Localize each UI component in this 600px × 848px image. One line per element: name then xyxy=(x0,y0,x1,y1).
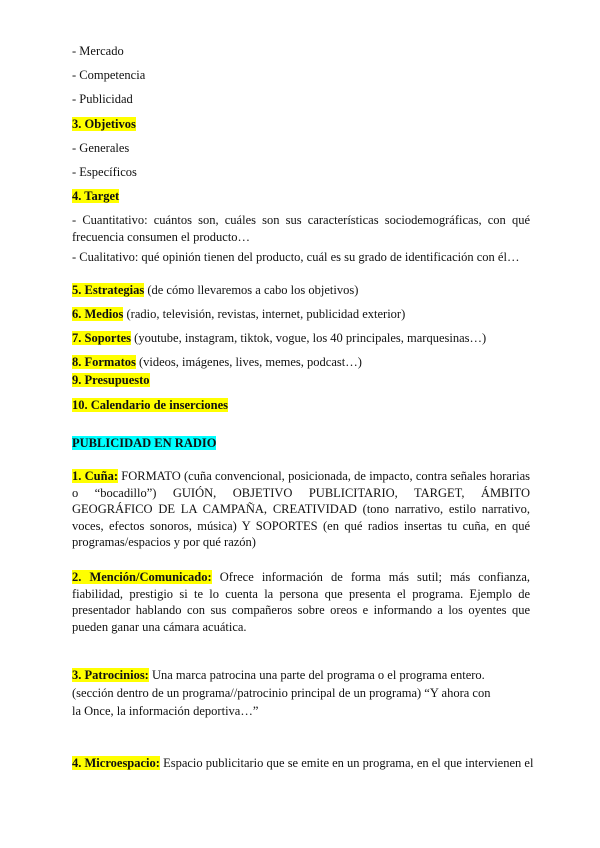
section-heading-objetivos xyxy=(72,117,136,132)
heading-text: 4. Target xyxy=(72,189,120,203)
heading-text: 8. Formatos xyxy=(72,355,136,369)
target-cualitativo: - Cualitativo: qué opinión tienen del producto, cuál es su grado de identificación con él… xyxy=(72,250,520,264)
item-estrategias xyxy=(72,283,358,298)
heading-text: 6. Medios xyxy=(72,307,124,321)
heading-text: 10. Calendario de inserciones xyxy=(72,398,229,412)
item-text: (videos, imágenes, lives, memes, podcast…) xyxy=(135,355,362,369)
heading-text: 9. Presupuesto xyxy=(72,373,150,387)
list-item-publicidad: - Publicidad xyxy=(72,92,133,106)
mencion-heading: 2. Mención/Comunicado: xyxy=(72,570,212,584)
micro-heading: 4. Microespacio: xyxy=(72,756,160,770)
list-item-especificos: - Específicos xyxy=(72,165,137,179)
target-cuantitativo: - Cuantitativo: cuántos son, cuáles son sus características sociodemográficas, con qué frecuencia consumen el producto… xyxy=(72,213,530,244)
item-soportes xyxy=(72,331,486,346)
item-presupuesto xyxy=(72,373,150,388)
list-item-mercado: - Mercado xyxy=(72,44,124,58)
patro-line-3: la Once, la información deportiva…” xyxy=(72,704,259,718)
radio-patrocinios xyxy=(72,668,485,683)
patro-line-2: (sección dentro de un programa//patrocinio principal de un programa) “Y ahora con xyxy=(72,686,491,700)
heading-text: 7. Soportes xyxy=(72,331,132,345)
patro-text: Una marca patrocina una parte del programa o el programa entero. xyxy=(148,668,485,682)
title-text: PUBLICIDAD EN RADIO xyxy=(72,436,217,450)
list-item-competencia: - Competencia xyxy=(72,68,146,82)
section-heading-target xyxy=(72,189,119,204)
micro-text: Espacio publicitario que se emite en un programa, en el que intervienen el xyxy=(159,756,534,770)
radio-cuna xyxy=(72,468,530,551)
patro-heading: 3. Patrocinios: xyxy=(72,668,149,682)
item-medios xyxy=(72,307,405,322)
radio-microespacio xyxy=(72,756,533,771)
item-text: (radio, televisión, revistas, internet, publicidad exterior) xyxy=(123,307,406,321)
section-title-radio xyxy=(72,436,216,451)
item-calendario xyxy=(72,398,228,413)
heading-text: 3. Objetivos xyxy=(72,117,136,131)
item-formatos xyxy=(72,355,362,370)
list-item-generales: - Generales xyxy=(72,141,130,155)
item-text: (youtube, instagram, tiktok, vogue, los 40 principales, marquesinas…) xyxy=(131,331,487,345)
item-text: (de cómo llevaremos a cabo los objetivos) xyxy=(144,283,359,297)
cuna-text: FORMATO (cuña convencional, posicionada, de impacto, contra señales horarias o “bocadillo”) GUIÓN, OBJETIVO PUBLICITARIO, TARGET, ÁMBITO GEOGRÁFICO DE LA CAMPAÑA, CREATIVIDAD (tono narrativo, estilo narrativo, voces, efectos sonoros, música) Y SOPORTES (en qué radios insertas tu cuña, en qué programas/espacios y por qué razón) xyxy=(72,469,530,550)
mencion-text: Ofrece información de forma más sutil; más confianza, fiabilidad, prestigio si te lo cuenta la persona que presenta el programa. Ejemplo de presentador hablando con sus compañeros sobre oreos e informando a los oyentes que pueden ganar una cámara acuática. xyxy=(72,570,530,634)
heading-text: 5. Estrategias xyxy=(72,283,145,297)
cuna-heading: 1. Cuña: xyxy=(72,469,118,483)
radio-mencion xyxy=(72,569,530,635)
